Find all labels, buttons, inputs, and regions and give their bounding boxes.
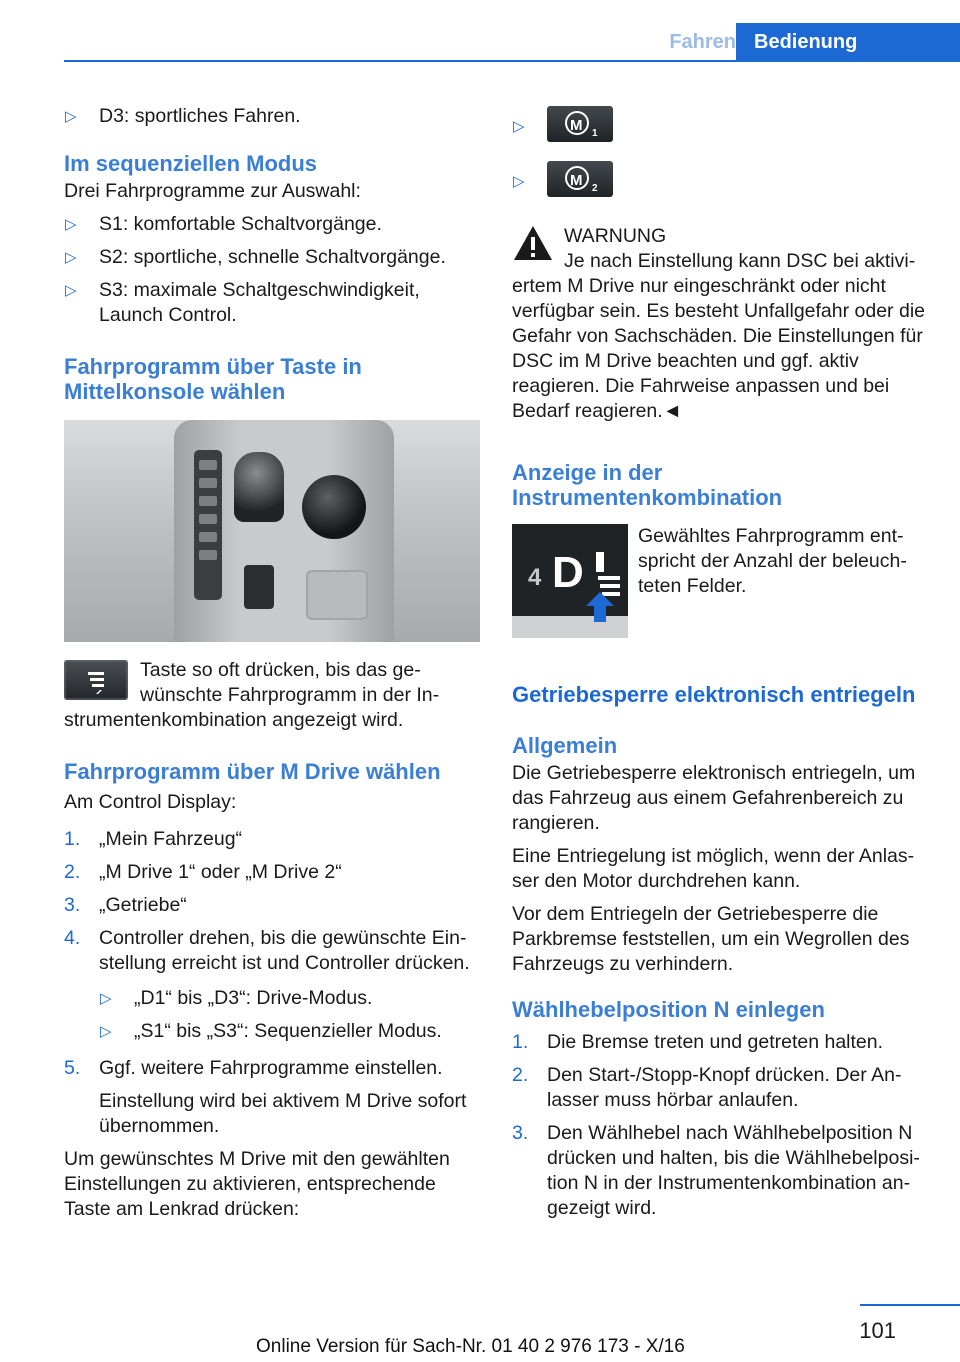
m-drive-label: ▷ M bbox=[570, 172, 583, 189]
section-heading-taste: Fahrprogramm über Taste in Mittelkonsole wählen bbox=[64, 354, 362, 404]
step-text: Die Bremse treten und getreten halten. bbox=[547, 1031, 884, 1053]
footer-note: Online Version für Sach-Nr. 01 40 2 976 173 - X/16 bbox=[256, 1336, 685, 1357]
step-number: 3. bbox=[512, 1122, 529, 1144]
n-steps bbox=[512, 1026, 928, 1225]
step-item bbox=[64, 823, 480, 856]
allgemein-p1: Die Getriebesperre elektronisch entriegeln, um das Fahrzeug aus einem Gefahrenbereich zu rangieren. bbox=[512, 762, 916, 834]
warning-title: WARNUNG bbox=[564, 225, 667, 247]
step-item bbox=[512, 1026, 928, 1059]
step-item bbox=[64, 1052, 480, 1143]
section-heading-sperre: Getriebesperre elektronisch entriegeln bbox=[512, 682, 916, 707]
idrive-controller bbox=[302, 475, 366, 539]
list-item: ▷ D3: sportliches Fahren. bbox=[64, 100, 480, 133]
drive-mode-button-icon bbox=[64, 660, 128, 700]
warning-triangle-icon bbox=[512, 224, 554, 262]
step-number: 2. bbox=[64, 861, 81, 883]
drive-mode-list bbox=[64, 100, 480, 133]
step-number: 5. bbox=[64, 1057, 81, 1079]
m-drive-number: 1 bbox=[592, 128, 598, 139]
console-button bbox=[199, 532, 217, 542]
mdrive-button-list bbox=[512, 100, 928, 210]
mdrive-intro: Am Control Display: bbox=[64, 791, 237, 813]
anzeige-text: Gewähltes Fahrprogramm entspricht der Anzahl der beleuchteten Felder. bbox=[638, 525, 907, 597]
step-text: „Getriebe“ bbox=[99, 894, 187, 916]
step-text: „Mein Fahrzeug“ bbox=[99, 828, 243, 850]
step-item bbox=[64, 856, 480, 889]
right-column bbox=[512, 100, 928, 1225]
console-button bbox=[199, 496, 217, 506]
section-heading-n: Wählhebelposition N einlegen bbox=[512, 997, 825, 1022]
step-item bbox=[64, 889, 480, 922]
step-text: Ggf. weitere Fahrprogramme einstellen. bbox=[99, 1057, 443, 1079]
step-item bbox=[512, 1059, 928, 1117]
instrument-cluster-image bbox=[512, 524, 628, 638]
list-item: ▷ S3: maximale Schaltgeschwindigkeit, Launch Control. bbox=[64, 274, 480, 332]
step-number: 2. bbox=[512, 1064, 529, 1086]
step-text: Controller drehen, bis die gewünschte Einstellung erreicht ist und Controller drücken. bbox=[99, 927, 470, 974]
mdrive-steps bbox=[64, 823, 480, 1143]
step-item bbox=[64, 922, 480, 1052]
parking-brake-button bbox=[244, 565, 274, 609]
step-note: Einstellung wird bei aktivem M Drive sofort übernommen. bbox=[99, 1090, 467, 1137]
page-header bbox=[64, 24, 960, 62]
left-column bbox=[64, 100, 480, 1222]
taste-description bbox=[64, 658, 480, 733]
section-heading-sequential: Im sequenziellen Modus bbox=[64, 151, 318, 176]
gear-mode: D bbox=[552, 548, 584, 597]
list-item: ▷ S1: komfortable Schaltvorgänge. bbox=[64, 208, 480, 241]
console-button bbox=[199, 550, 217, 560]
gear-number: 4 bbox=[528, 564, 542, 591]
warning-text: Je nach Einstellung kann DSC bei aktiviertem M Drive nur eingeschränkt oder nicht verfügbar sein. Es besteht Unfallgefahr oder die Gefahr von Sachschäden. Die Einstellungen für DSC im M Drive beachten und ggf. aktiv reagieren. Die Fahrweise anpassen und bei Bedarf reagieren.◄ bbox=[512, 250, 925, 422]
allgemein-p2: Eine Entriegelung ist möglich, wenn der Anlasser den Motor durchdrehen kann. bbox=[512, 845, 915, 892]
drive-button-panel bbox=[194, 450, 222, 600]
m-drive-label: ▷ M bbox=[570, 117, 583, 134]
touch-pad bbox=[306, 570, 368, 620]
step-item bbox=[512, 1117, 928, 1225]
step-number: 1. bbox=[512, 1031, 529, 1053]
section-heading-allgemein: Allgemein bbox=[512, 733, 618, 758]
gear-selector-knob bbox=[234, 452, 284, 522]
console-button bbox=[199, 460, 217, 470]
section-heading-mdrive: Fahrprogramm über M Drive wählen bbox=[64, 759, 441, 784]
taste-text: Taste so oft drücken, bis das gewünschte Fahrprogramm in der Instrumentenkombination angezeigt wird. bbox=[64, 659, 440, 731]
step-text: Den Wählhebel nach Wählhebelposition N drücken und halten, bis die Wählhebelposition N in der Instrumentenkombination angezeigt wird. bbox=[547, 1122, 920, 1219]
sequential-list bbox=[64, 208, 480, 332]
allgemein-p3: Vor dem Entriegeln der Getriebesperre die Parkbremse feststellen, um ein Wegrollen des Fahrzeugs zu verhindern. bbox=[512, 903, 910, 975]
step-text: Den Start-/Stopp-Knopf drücken. Der Anlasser muss hörbar anlaufen. bbox=[547, 1064, 902, 1111]
list-item bbox=[512, 155, 928, 210]
step-number: 3. bbox=[64, 894, 81, 916]
m-drive-number: 2 bbox=[592, 183, 598, 194]
step-sub-list bbox=[99, 982, 480, 1048]
anzeige-block bbox=[512, 524, 928, 654]
list-item bbox=[512, 100, 928, 155]
m-drive-2-icon bbox=[547, 161, 613, 197]
closing-text: Um gewünschtes M Drive mit den gewählten Einstellungen zu aktivieren, entsprechende Taste am Lenkrad drücken: bbox=[64, 1148, 450, 1220]
warning-block bbox=[512, 224, 928, 249]
header-tab-bedienung[interactable]: Bedienung bbox=[736, 23, 960, 61]
step-number: 1. bbox=[64, 828, 81, 850]
sub-list-item: ▷ „D1“ bis „D3“: Drive-Modus. bbox=[99, 982, 480, 1015]
page-number: 101 bbox=[859, 1318, 896, 1343]
header-tab-fahren[interactable]: Fahren bbox=[669, 31, 736, 53]
step-number: 4. bbox=[64, 927, 81, 949]
m-drive-1-icon bbox=[547, 106, 613, 142]
center-console-photo bbox=[64, 420, 480, 642]
sub-list-item: ▷ „S1“ bis „S3“: Sequenzieller Modus. bbox=[99, 1015, 480, 1048]
section-heading-anzeige: Anzeige in der Instrumentenkombination bbox=[512, 460, 783, 510]
sequential-intro: Drei Fahrprogramme zur Auswahl: bbox=[64, 180, 361, 202]
footer-rule bbox=[860, 1304, 960, 1306]
console-button bbox=[199, 478, 217, 488]
step-text: „M Drive 1“ oder „M Drive 2“ bbox=[99, 861, 342, 883]
list-item: ▷ S2: sportliche, schnelle Schaltvorgänge. bbox=[64, 241, 480, 274]
console-button bbox=[199, 514, 217, 524]
